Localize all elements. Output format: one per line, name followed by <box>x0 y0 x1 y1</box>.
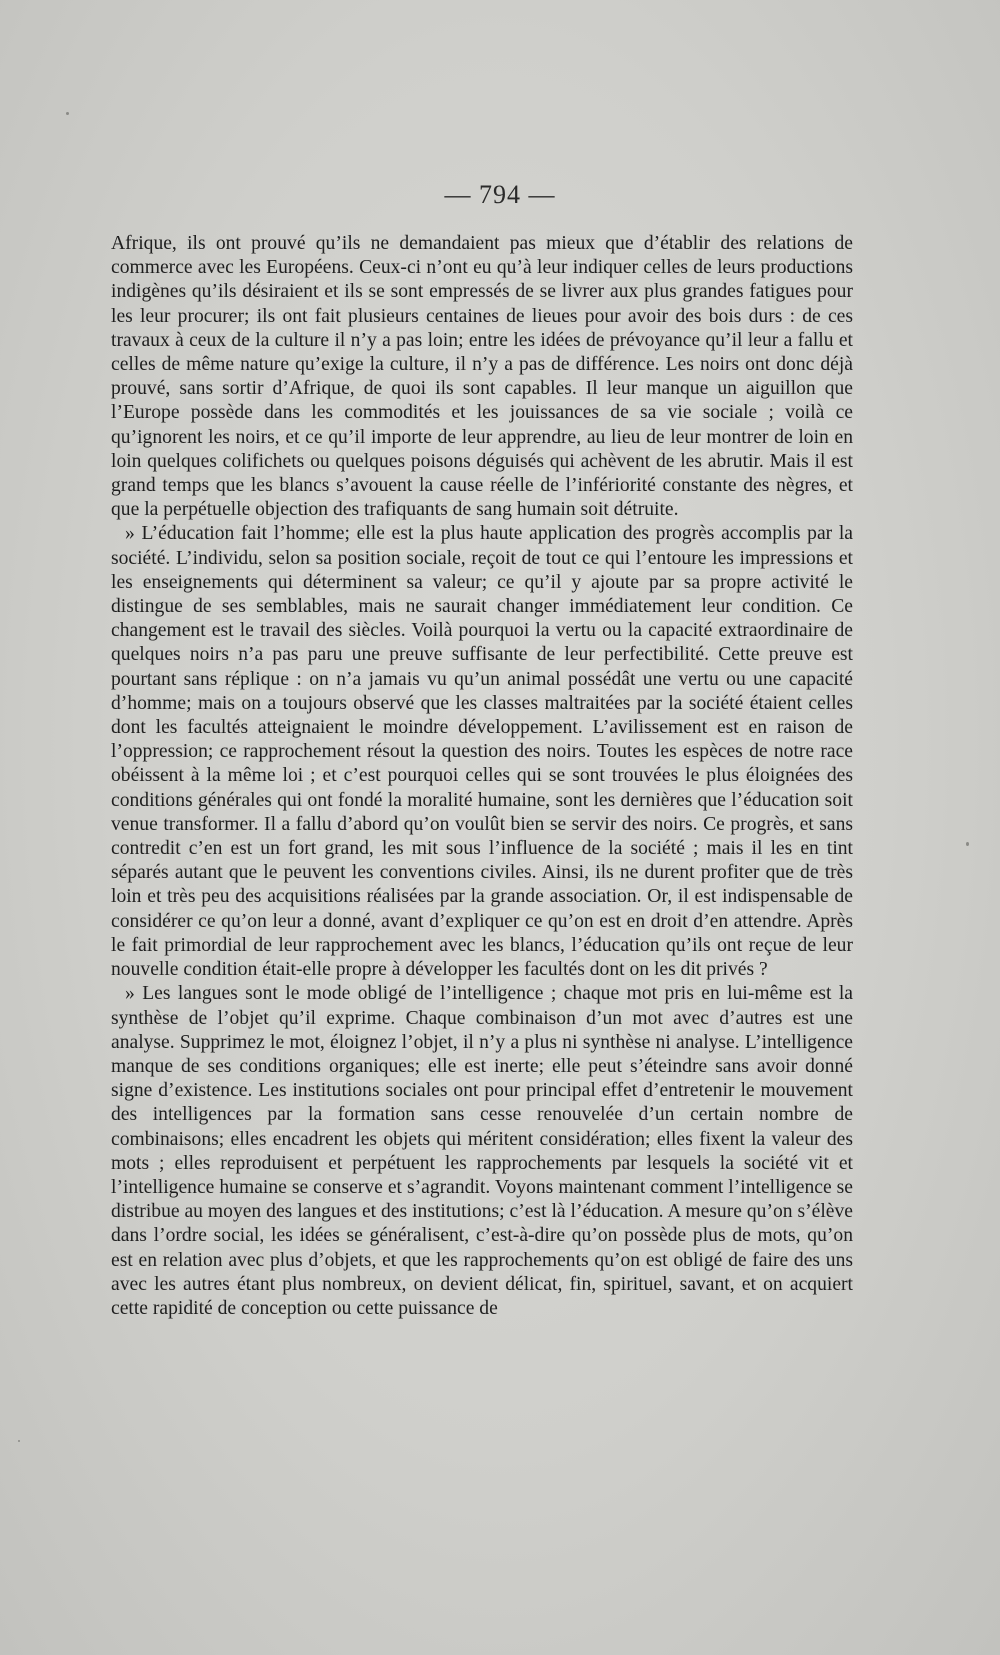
paper-speck <box>66 112 69 115</box>
body-text <box>111 232 853 1321</box>
page-number: — 794 — <box>444 180 556 209</box>
paper-speck <box>18 1440 20 1442</box>
paragraph: Afrique, ils ont prouvé qu’ils ne demandaient pas mieux que d’établir des relations de commerce avec les Européens. Ceux-ci n’ont eu qu’à leur indiquer celles de leurs productions indigènes qu’ils désiraient et ils se sont empressés de se livrer aux plus grandes fatigues pour les leur procurer; ils ont fait plusieurs centaines de lieues pour avoir des bois durs : de ces travaux à ceux de la culture il n’y a pas loin; entre les idées de prévoyance qu’il leur a fallu et celles de même nature qu’exige la culture, il n’y a pas de différence. Les noirs ont donc déjà prouvé, sans sortir d’Afrique, de quoi ils sont capables. Il leur manque un aiguillon que l’Europe possède dans les commodités et les jouissances de sa vie sociale ; voilà ce qu’ignorent les noirs, et ce qu’il importe de leur apprendre, au lieu de leur montrer de loin en loin quelques colifichets ou quelques poisons déguisés qui achèvent de les abrutir. Mais il est grand temps que les blancs s’avouent la cause réelle de l’infériorité constante des nègres, et que la perpétuelle objection des trafiquants de sang humain soit détruite. <box>111 233 853 521</box>
paper-speck <box>966 842 969 846</box>
paragraph: » Les langues sont le mode obligé de l’intelligence ; chaque mot pris en lui-même est la synthèse de l’objet qu’il exprime. Chaque combinaison d’un mot avec d’autres est une analyse. Supprimez le mot, éloignez l’objet, il n’y a plus ni synthèse ni analyse. L’intelligence manque de ses conditions organiques; elle est inerte; elle peut s’éteindre sans avoir donné signe d’existence. Les institutions sociales ont pour principal effet d’entretenir le mouvement des intelligences par la formation sans cesse renouvelée d’un certain nombre de combinaisons; elles encadrent les objets qui méritent considération; elles fixent la valeur des mots ; elles reproduisent et perpétuent les rapprochements par lesquels la société vit et l’intelligence humaine se conserve et s’agrandit. Voyons maintenant comment l’intelligence se distribue au moyen des langues et des institutions; c’est là l’éducation. A mesure qu’on s’élève dans l’ordre social, les idées se généralisent, c’est-à-dire qu’on possède plus de mots, qu’on est en relation avec plus d’objets, et que les rapprochements qu’on est obligé de faire des uns avec les autres étant plus nombreux, on devient délicat, fin, spirituel, savant, et on acquiert cette rapidité de conception ou cette puissance de <box>111 983 853 1319</box>
paragraph: » L’éducation fait l’homme; elle est la plus haute application des progrès accomplis par la société. L’individu, selon sa position sociale, reçoit de tout ce qui l’entoure les impressions et les enseignements qui déterminent sa valeur; ce qu’il y ajoute par sa propre activité le distingue de ses semblables, mais ne saurait changer immédiatement leur condition. Ce changement est le travail des siècles. Voilà pourquoi la vertu ou la capacité extraordinaire de quelques noirs n’a pas paru une preuve suffisante de leur perfectibilité. Cette preuve est pourtant sans réplique : on n’a jamais vu qu’un animal possédât une vertu ou une capacité d’homme; mais on a toujours observé que les classes maltraitées par la société étaient celles dont les facultés atteignaient le moindre développement. L’avilissement est en raison de l’oppression; ce rapprochement résout la question des noirs. Toutes les espèces de notre race obéissent à la même loi ; et c’est pourquoi celles qui se sont trouvées le plus éloignées des conditions générales qui ont fondé la moralité humaine, sont les dernières que l’éducation soit venue transformer. Il a fallu d’abord qu’on voulût bien se servir des noirs. Ce progrès, et sans contredit c’en est un fort grand, les mit sous l’influence de la société ; mais il les en tint séparés autant que le peuvent les conventions civiles. Ainsi, ils ne durent profiter que de très loin et très peu des acquisitions réalisées par la grande association. Or, il est indispensable de considérer ce qu’on leur a donné, avant d’expliquer ce qu’on est en droit d’en attendre. Après le fait primordial de leur rapprochement avec les blancs, l’éducation qu’ils ont reçue de leur nouvelle condition était-elle propre à développer les facultés dont on les dit privés ? <box>111 523 853 981</box>
